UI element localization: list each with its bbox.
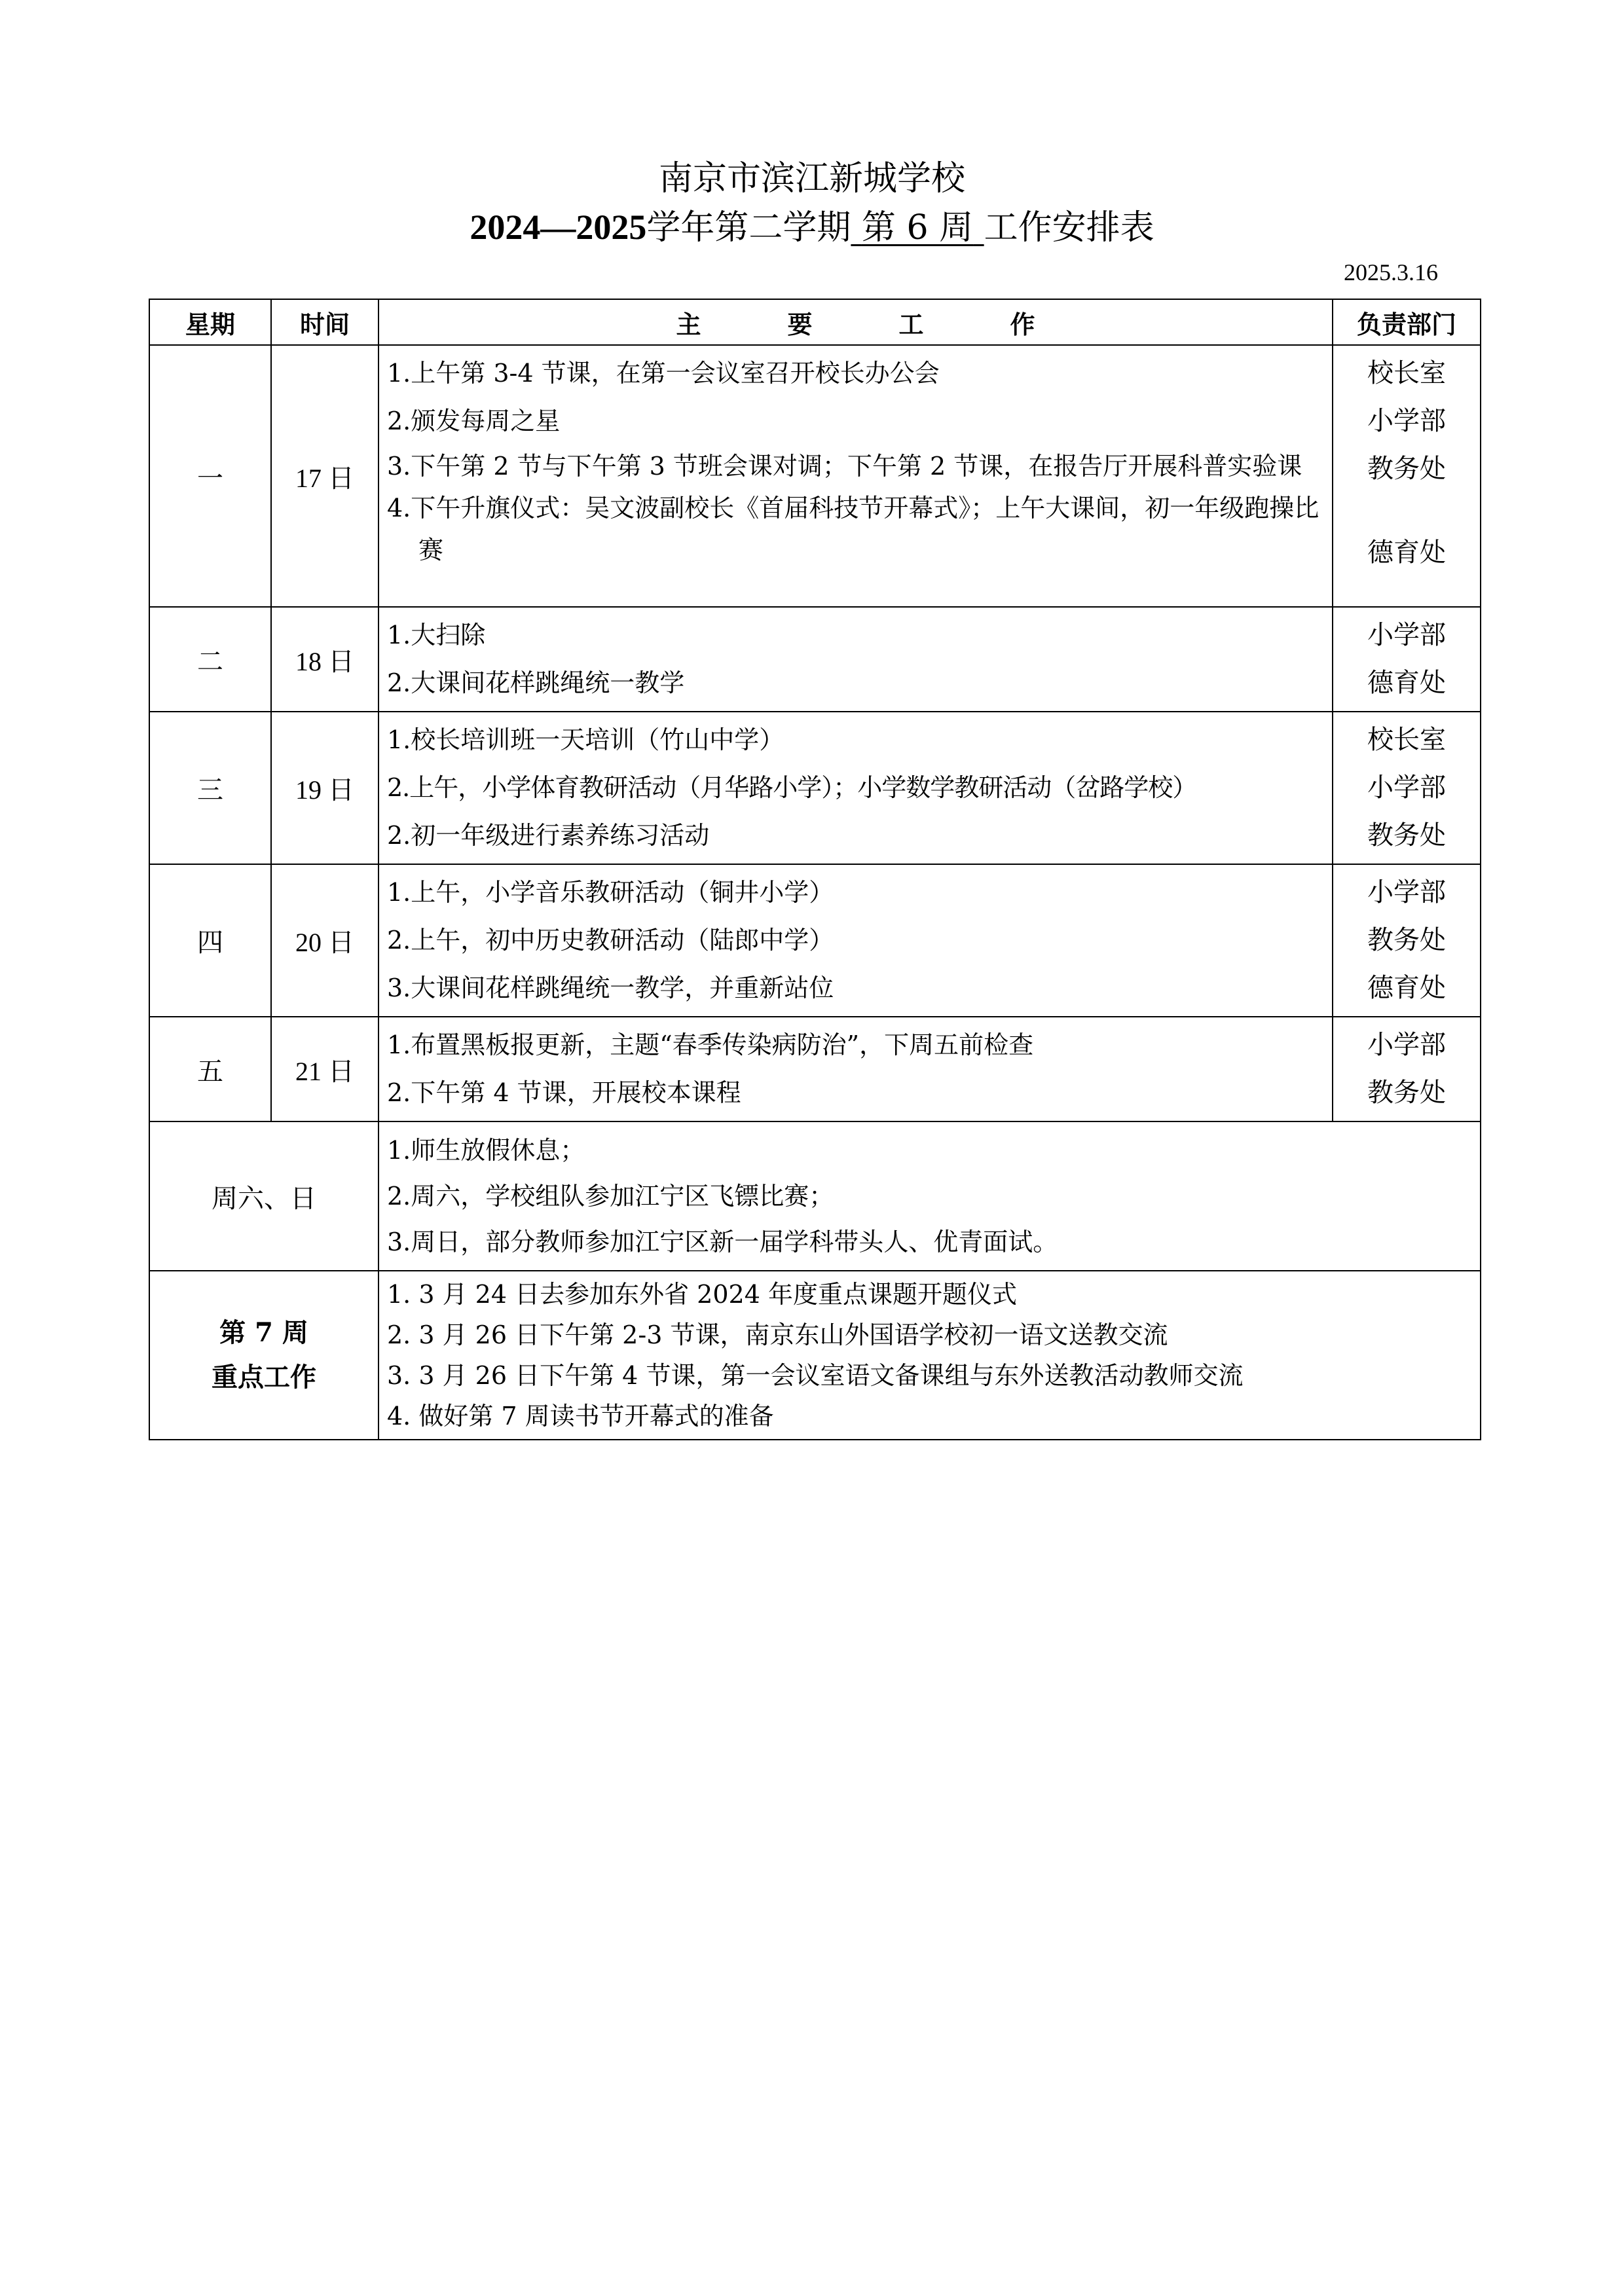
- dept-label: 德育处: [1367, 668, 1446, 698]
- dept-label: 小学部: [1367, 620, 1446, 650]
- weekend-label: 周六、日: [149, 1121, 378, 1271]
- list-item: 1.校长培训班一天培训（竹山中学）: [387, 725, 784, 754]
- dept-label: 德育处: [1367, 538, 1446, 568]
- date-cell: 19 日: [271, 712, 378, 864]
- day-cell: 二: [149, 607, 271, 712]
- table-row-next-week: [149, 1271, 1481, 1440]
- table-row-wednesday: [149, 712, 1481, 864]
- col-header-dept: 负责部门: [1333, 299, 1481, 345]
- items-cell: [378, 712, 1333, 864]
- list-item: 2.大课间花样跳绳统一教学: [387, 668, 685, 697]
- next-week-label: 第 7 周 重点工作: [149, 1271, 378, 1440]
- year-range: 2024—2025: [470, 208, 647, 247]
- dept-cell: [1333, 864, 1481, 1017]
- items-cell: [378, 345, 1333, 607]
- day-cell: 一: [149, 345, 271, 607]
- table-row-tuesday: [149, 607, 1481, 712]
- list-item: 1.布置黑板报更新，主题“春季传染病防治”，下周五前检查: [387, 1030, 1034, 1059]
- list-item: 2.下午第 4 节课，开展校本课程: [387, 1078, 741, 1107]
- list-item: 3.下午第 2 节与下午第 3 节班会课对调；下午第 2 节课，在报告厅开展科普实验课: [387, 452, 1302, 481]
- dept-label: 教务处: [1367, 454, 1446, 484]
- list-item: 3.周日，部分教师参加江宁区新一届学科带头人、优青面试。: [387, 1228, 1058, 1256]
- title-suffix: 工作安排表: [984, 208, 1154, 247]
- week-label: 第 6 周: [861, 208, 974, 247]
- dept-label: 校长室: [1367, 358, 1446, 388]
- dept-cell: [1333, 1017, 1481, 1121]
- dept-label: 德育处: [1367, 973, 1446, 1003]
- header-row: [149, 299, 1481, 345]
- col-header-day: 星期: [149, 299, 271, 345]
- date-cell: 21 日: [271, 1017, 378, 1121]
- col-header-date: 时间: [271, 299, 378, 345]
- list-item: 2.周六，学校组队参加江宁区飞镖比赛；: [387, 1182, 834, 1211]
- dept-cell: [1333, 607, 1481, 712]
- day-cell: 四: [149, 864, 271, 1017]
- list-item: 1.上午，小学音乐教研活动（铜井小学）: [387, 878, 834, 907]
- date-cell: 18 日: [271, 607, 378, 712]
- col-header-main: 主要工作: [378, 299, 1333, 345]
- date-cell: 20 日: [271, 864, 378, 1017]
- dept-label: 小学部: [1367, 1030, 1446, 1060]
- dept-cell: [1333, 712, 1481, 864]
- list-item: 1.上午第 3-4 节课，在第一会议室召开校长办公会: [387, 359, 940, 388]
- table-row-friday: [149, 1017, 1481, 1121]
- day-cell: 三: [149, 712, 271, 864]
- list-item: 2. 3 月 26 日下午第 2-3 节课，南京东山外国语学校初一语文送教交流: [387, 1321, 1168, 1349]
- weekend-items-cell: [378, 1121, 1481, 1271]
- dept-label: 校长室: [1367, 725, 1446, 755]
- list-item: 1. 3 月 24 日去参加东外省 2024 年度重点课题开题仪式: [387, 1280, 1017, 1309]
- date-cell: 17 日: [271, 345, 378, 607]
- list-item: 2.颁发每周之星: [387, 407, 561, 435]
- items-cell: [378, 607, 1333, 712]
- document-title: 南京市滨江新城学校: [658, 159, 965, 198]
- list-item: 2.初一年级进行素养练习活动: [387, 821, 710, 850]
- schedule-table: [149, 299, 1481, 1440]
- table-row-weekend: [149, 1121, 1481, 1271]
- day-cell: 五: [149, 1017, 271, 1121]
- table-row-monday: [149, 345, 1481, 607]
- table-row-thursday: [149, 864, 1481, 1017]
- list-item: 1.师生放假休息；: [387, 1136, 585, 1165]
- dept-label: 小学部: [1367, 406, 1446, 436]
- document-date: 2025.3.16: [1344, 259, 1438, 285]
- dept-label: 教务处: [1367, 925, 1446, 955]
- document-subtitle: [0, 204, 1624, 251]
- list-item: 4.下午升旗仪式：吴文波副校长《首届科技节开幕式》；上午大课间，初一年级跑操比赛: [387, 494, 1320, 564]
- list-item: 3.大课间花样跳绳统一教学，并重新站位: [387, 974, 834, 1002]
- dept-cell: [1333, 345, 1481, 607]
- dept-label: 小学部: [1367, 877, 1446, 907]
- list-item: 3. 3 月 26 日下午第 4 节课，第一会议室语文备课组与东外送教活动教师交流: [387, 1361, 1244, 1390]
- term-label: 学年第二学期: [646, 208, 851, 247]
- list-item: 4. 做好第 7 周读书节开幕式的准备: [387, 1402, 774, 1430]
- list-item: 2.上午，初中历史教研活动（陆郎中学）: [387, 926, 834, 955]
- items-cell: [378, 1017, 1333, 1121]
- next-week-items-cell: [378, 1271, 1481, 1440]
- dept-label: 教务处: [1367, 820, 1446, 850]
- items-cell: [378, 864, 1333, 1017]
- dept-label: 小学部: [1367, 773, 1446, 803]
- list-item: 2.上午，小学体育教研活动（月华路小学）；小学数学教研活动（岔路学校）: [387, 773, 1197, 802]
- list-item: 1.大扫除: [387, 621, 486, 649]
- dept-label: 教务处: [1367, 1078, 1446, 1108]
